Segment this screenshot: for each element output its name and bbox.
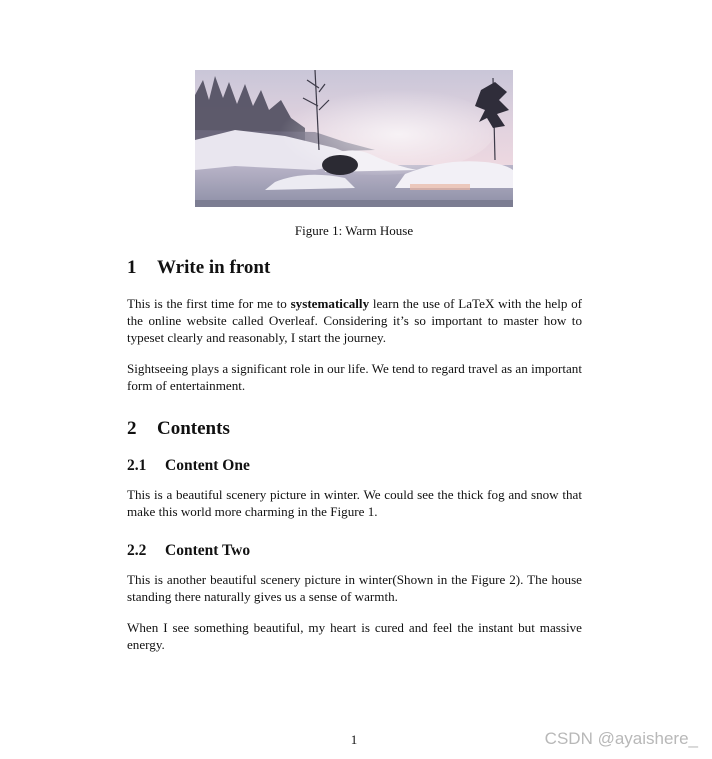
paragraph (127, 295, 582, 346)
paragraph: When I see something beautiful, my heart is cured and feel the instant but massive energy. (127, 620, 582, 652)
page-number: 1 (350, 732, 358, 747)
figure-caption: Figure 1: Warm House (294, 223, 414, 238)
subsection-number: 2.1 (127, 457, 147, 474)
figure-image-winter-scene (195, 70, 513, 207)
paragraph-text: This is the first time for me to (127, 296, 291, 311)
subsection-heading-content-two (127, 542, 250, 560)
subsection-number: 2.2 (127, 542, 147, 559)
section-heading-write-in-front (127, 257, 270, 279)
watermark: CSDN @ayaishere_ (544, 729, 698, 748)
subsection-title: Content One (165, 457, 250, 474)
section-title: Write in front (157, 257, 271, 278)
section-number: 1 (127, 257, 137, 278)
paragraph: This is another beautiful scenery picture in winter(Shown in the Figure 2). The house standing there naturally gives us a sense of warmth. (127, 572, 582, 604)
paragraph-text: learn the use of LaTeX with the help of the online website called Overleaf. Considering it’s so important to master how to typeset clearly and reasonably, I start the journey. (127, 296, 583, 345)
section-title: Contents (157, 418, 230, 439)
subsection-title: Content Two (165, 542, 251, 559)
bold-term: systematically (290, 296, 370, 311)
paragraph: This is a beautiful scenery picture in winter. We could see the thick fog and snow that make this world more charming in the Figure 1. (127, 487, 582, 519)
subsection-heading-content-one (127, 457, 250, 475)
paragraph: Sightseeing plays a significant role in our life. We tend to regard travel as an important form of entertainment. (127, 361, 582, 393)
section-number: 2 (127, 418, 137, 439)
section-heading-contents (127, 418, 230, 440)
